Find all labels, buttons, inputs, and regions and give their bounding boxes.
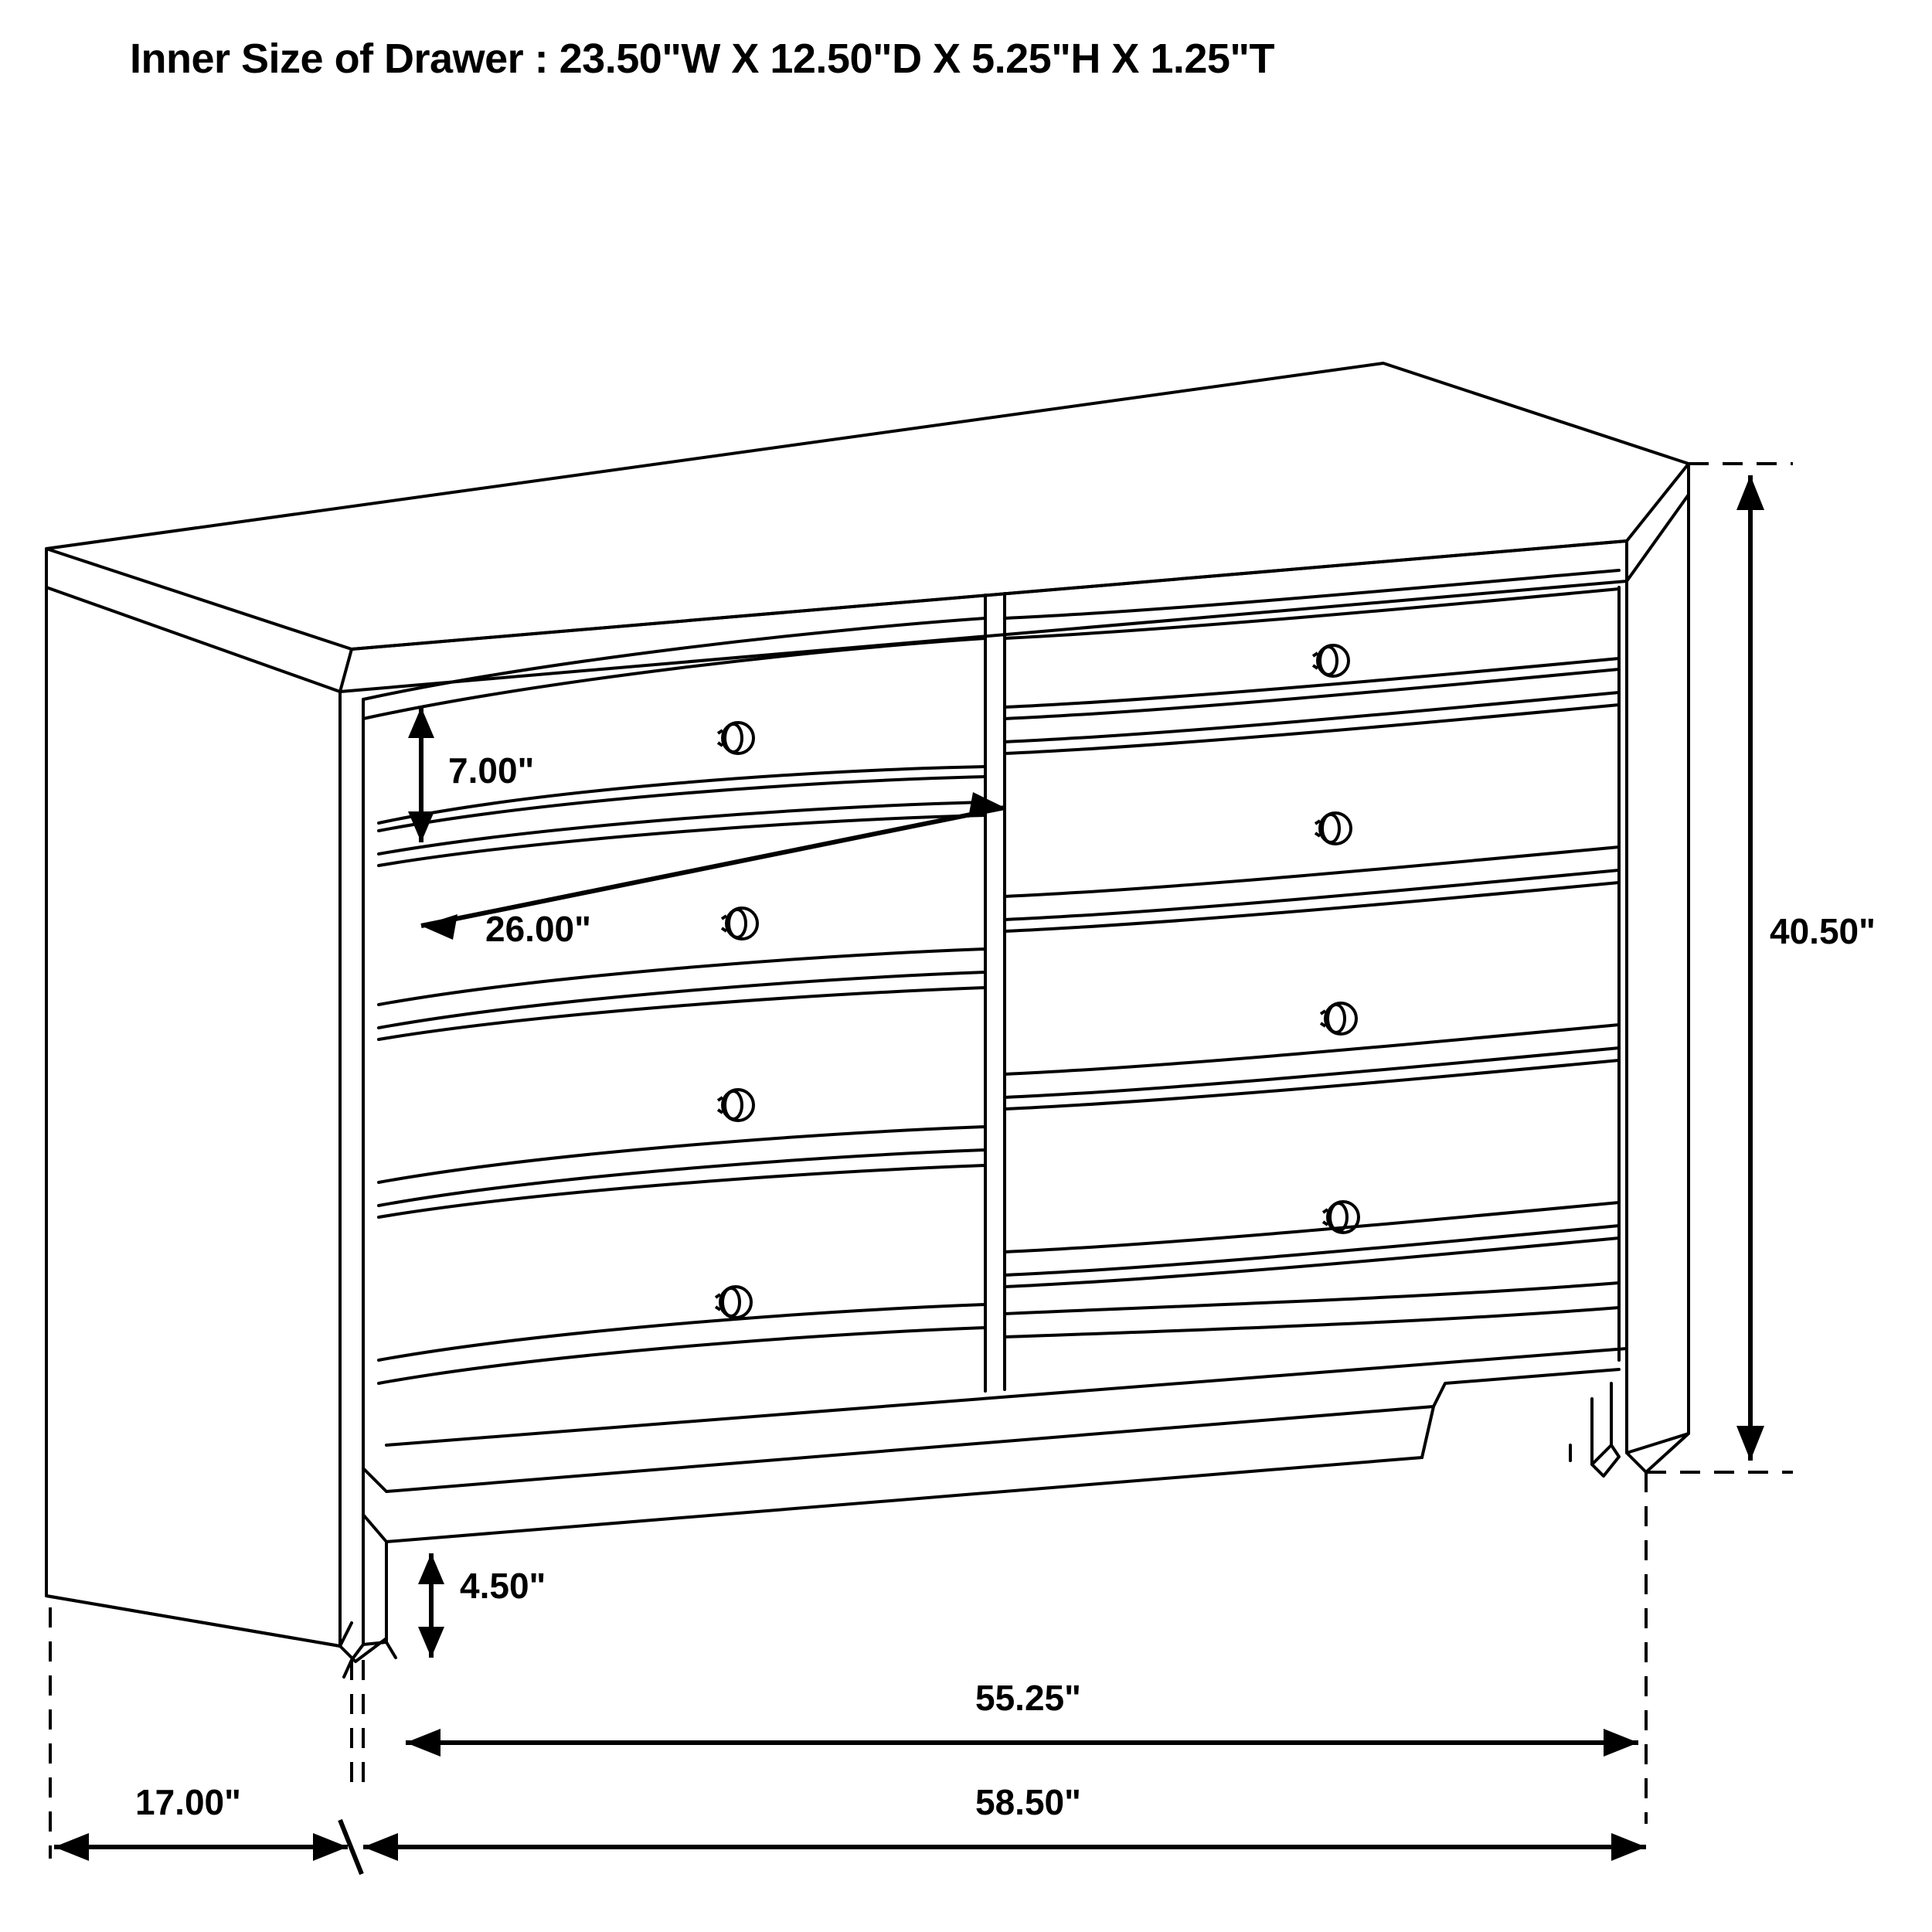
page-title: Inner Size of Drawer : 23.50"W X 12.50"D X 5.25"H X 1.25"T xyxy=(130,36,1275,82)
dim-label-leg-height: 4.50" xyxy=(460,1566,546,1606)
dim-label-drawer-front-height: 7.00" xyxy=(448,750,535,791)
dim-label-overall-width: 58.50" xyxy=(975,1782,1081,1822)
dim-label-drawer-front-width: 26.00" xyxy=(485,909,591,949)
dim-label-overall-depth: 17.00" xyxy=(135,1782,241,1822)
dim-label-case-front-width: 55.25" xyxy=(975,1678,1081,1718)
dim-label-overall-height: 40.50" xyxy=(1770,911,1876,951)
